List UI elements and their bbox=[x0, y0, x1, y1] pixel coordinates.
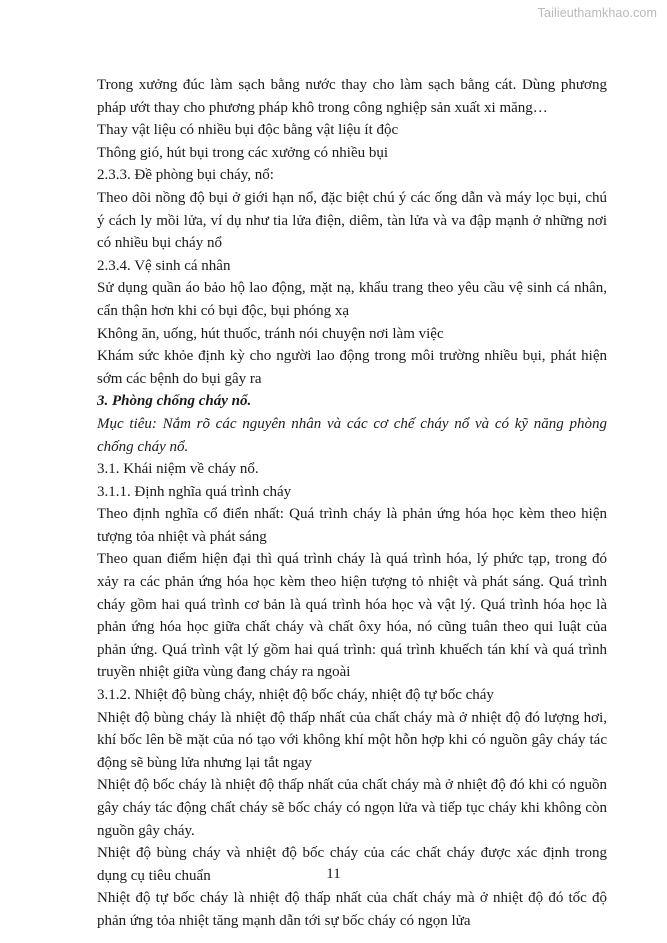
paragraph: Sử dụng quần áo bảo hộ lao động, mặt nạ, khẩu trang theo yêu cầu vệ sinh cá nhân, cẩn thận hơn khi có bụi độc, bụi phóng xạ bbox=[97, 280, 607, 319]
paragraph: Theo quan điểm hiện đại thì quá trình cháy là quá trình hóa, lý phức tạp, trong đó xảy ra các phản ứng hóa học kèm theo hiện tượng tỏ nhiệt và phát sáng. Quá trình cháy gồm hai quá trình cơ bản là quá trình hóa học và vật lý. Quá trình hóa học là phản ứng hóa học giữa chất cháy và chất ôxy hóa, nó cũng tuân theo qui luật của phản ứng. Quá trình vật lý gồm hai quá trình: quá trình khuếch tán khí và quá trình truyền nhiệt giữa vùng đang cháy ra ngoài bbox=[97, 551, 607, 681]
paragraph: Không ăn, uống, hút thuốc, tránh nói chuyện nơi làm việc bbox=[97, 325, 444, 342]
paragraph: Nhiệt độ bùng cháy là nhiệt độ thấp nhất của chất cháy mà ở nhiệt độ đó lượng hơi, khí bốc lên bề mặt của nó tạo với không khí một hỗn hợp khi có nguồn gây cháy tác động sẽ bùng lửa nhưng lại tắt ngay bbox=[97, 709, 607, 771]
section-heading: 2.3.4. Vệ sinh cá nhân bbox=[97, 257, 231, 274]
paragraph: Thay vật liệu có nhiều bụi độc bằng vật liệu ít độc bbox=[97, 122, 399, 139]
section-heading: 3.1. Khái niệm về cháy nổ. bbox=[97, 461, 259, 478]
paragraph: Theo dõi nồng độ bụi ở giới hạn nổ, đặc biệt chú ý các ống dẫn và máy lọc bụi, chú ý cách ly mồi lửa, ví dụ như tia lửa điện, diêm, tàn lửa và va đập mạnh ở những nơi có nhiều bụi cháy nổ bbox=[97, 189, 607, 252]
objective-text: Mục tiêu: Nắm rõ các nguyên nhân và các cơ chế cháy nổ và có kỹ năng phòng chống cháy nổ. bbox=[97, 415, 607, 455]
section-heading: 3.1.2. Nhiệt độ bùng cháy, nhiệt độ bốc cháy, nhiệt độ tự bốc cháy bbox=[97, 687, 494, 704]
page-number: 11 bbox=[326, 866, 341, 882]
watermark: Tailieuthamkhao.com bbox=[537, 6, 657, 20]
paragraph: Nhiệt độ bốc cháy là nhiệt độ thấp nhất của chất cháy mà ở nhiệt độ đó khi có nguồn gây cháy tác động chất cháy sẽ bốc cháy có ngọn lửa và tiếp tục cháy khi không còn nguồn gây cháy. bbox=[97, 777, 607, 839]
section-heading: 3.1.1. Định nghĩa quá trình cháy bbox=[97, 483, 292, 500]
chapter-heading: 3. Phòng chống cháy nổ. bbox=[97, 393, 252, 410]
paragraph: Theo định nghĩa cổ điển nhất: Quá trình cháy là phản ứng hóa học kèm theo hiện tượng tỏa nhiệt và phát sáng bbox=[97, 506, 607, 545]
paragraph: Nhiệt độ bùng cháy và nhiệt độ bốc cháy của các chất cháy được xác định trong dụng cụ tiêu chuẩn bbox=[97, 845, 607, 884]
paragraph: Thông gió, hút bụi trong các xưởng có nhiều bụi bbox=[97, 144, 389, 161]
paragraph: Trong xưởng đúc làm sạch bằng nước thay cho làm sạch bằng cát. Dùng phương pháp ướt thay cho phương pháp khô trong công nghiệp sản xuất xi măng… bbox=[97, 77, 607, 116]
document-body bbox=[97, 74, 607, 933]
paragraph: Khám sức khỏe định kỳ cho người lao động trong môi trường nhiều bụi, phát hiện sớm các bệnh do bụi gây ra bbox=[97, 348, 607, 387]
paragraph: Nhiệt độ tự bốc cháy là nhiệt độ thấp nhất của chất cháy mà ở nhiệt độ đó tốc độ phản ứng tỏa nhiệt tăng mạnh dẫn tới sự bốc cháy có ngọn lửa bbox=[97, 890, 607, 929]
section-heading: 2.3.3. Đề phòng bụi cháy, nổ: bbox=[97, 167, 274, 184]
